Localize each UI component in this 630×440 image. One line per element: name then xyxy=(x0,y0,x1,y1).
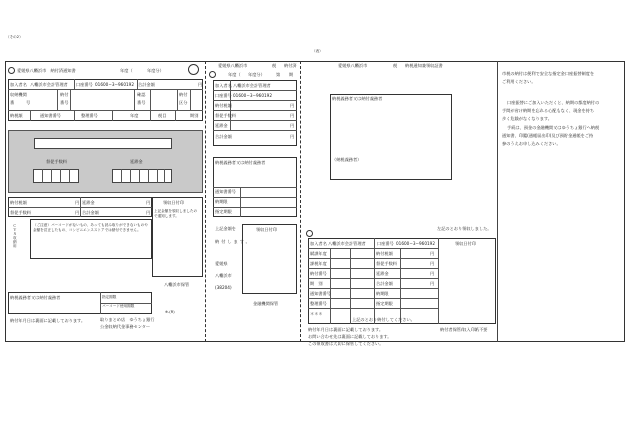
mid-bank-label: 金融機関保管 xyxy=(253,301,279,306)
right-table xyxy=(308,238,496,324)
barcode-note: （ご注意）バーコードがないもの、あっても読み取りができないものや金額を訂正したもの、コンビニエンスストアでは納付できません。 xyxy=(33,223,148,232)
row-total-unit: 円 xyxy=(146,210,151,215)
note-line-6: 手続は、預金の金融機関又はゆうちょ銀行へ納税 xyxy=(507,125,600,130)
ocr-code-box xyxy=(34,138,172,149)
pay-no-1: 納付 xyxy=(60,92,69,97)
right-note: 左記のとおり領収しました。 xyxy=(437,226,492,231)
left-stamp-label: 領収日付印 xyxy=(163,200,184,205)
mid-account-no: 01600−3−960192 xyxy=(233,93,272,98)
note-line-8: 参のうえお申し込みください。 xyxy=(502,141,561,146)
mid-term: 第 xyxy=(276,72,281,77)
row-late-unit: 円 xyxy=(146,200,151,205)
div-1: 納付 xyxy=(179,92,188,97)
mid-unit-1: 円 xyxy=(290,103,295,108)
confirm-1: 確認 xyxy=(137,92,146,97)
mid-circle-mark xyxy=(209,71,216,78)
mid-account-label: 口座番号 xyxy=(215,93,232,98)
note-line-1: ご利用ください。 xyxy=(502,79,536,84)
mid-payee-name: 八幡浜市会計管理者 xyxy=(233,83,271,88)
page-label: （その2） xyxy=(6,35,23,39)
mid-stamp-label: 領収日付印 xyxy=(256,227,277,232)
mid-subtitle1: 税 xyxy=(272,63,277,68)
right-payee-label: 加入者名 xyxy=(310,241,327,246)
right-footer2: お問い合わせ先は裏面に記載しております。 xyxy=(308,334,392,339)
note-line-3: 口座振替にご加入いただくと、納期の都度納付の xyxy=(507,100,600,105)
left-footer4: 公金収納代金事務センター xyxy=(100,324,151,329)
total-label: 合計金額 xyxy=(138,82,155,87)
mid-info-due: 納期限 xyxy=(215,199,228,204)
right-payer-label2: （納税義務者） xyxy=(332,157,362,162)
right-unit-3: 円 xyxy=(430,271,435,276)
yen: 円 xyxy=(198,82,203,87)
note-line-4: 手間が省け納期を忘れる心配もなく、現金を持ち xyxy=(502,108,595,113)
mid-subtitle2: 納付済 xyxy=(284,63,297,68)
inst-label: 収納機関 xyxy=(10,92,27,97)
note-line-7: 通知書、印鑑(通帳届出印)及び預貯金通帳をご持 xyxy=(502,133,594,138)
limit-label: 指定期限 xyxy=(102,295,117,299)
right-left-3: 納付番号 xyxy=(310,271,327,276)
right-right-4: 合計金額 xyxy=(376,281,393,286)
account-no: 01600−3−960192 xyxy=(95,82,134,87)
mid-term2: 期 xyxy=(289,72,294,77)
stamp-circle xyxy=(188,64,199,75)
right-receipt-note: 上記のとおり納付してください。 xyxy=(352,317,415,322)
mid-stamp-box xyxy=(242,224,297,294)
ocr-late-label: 延滞金 xyxy=(130,159,143,164)
row-fee: 督促手数料 xyxy=(10,210,31,215)
mid-title: 愛媛県八幡浜市 xyxy=(218,63,248,68)
row-total: 合計金額 xyxy=(82,210,99,215)
right-left-5: 通知書番号 xyxy=(310,291,331,296)
inst-label-2: 番 xyxy=(10,100,15,105)
payee-name: 八幡浜市会計管理者 xyxy=(30,82,68,87)
row-fee-unit: 円 xyxy=(75,210,80,215)
ocr-digits-1 xyxy=(33,169,79,183)
mid-city: 八幡浜市 xyxy=(215,273,232,278)
right-right-1: 納付税額 xyxy=(376,251,393,256)
mid-row-fee: 督促手数料 xyxy=(215,113,236,118)
right-payer-box xyxy=(330,94,452,180)
row-late: 延滞金 xyxy=(82,200,95,205)
mid-row-total: 合計金額 xyxy=(215,134,232,139)
right-unit-2: 円 xyxy=(430,261,435,266)
row-tax: 納付税額 xyxy=(10,200,27,205)
right-payee-name: 八幡浜市会計管理者 xyxy=(328,241,366,246)
mid-unit-2: 円 xyxy=(290,113,295,118)
right-right-2: 督促手数料 xyxy=(376,261,397,266)
mid-payee-label: 加入者名 xyxy=(215,83,232,88)
right-unit-4: 円 xyxy=(430,281,435,286)
left-office-label: 八幡浜市保管 xyxy=(164,282,190,287)
right-stamp-label: 領収日付印 xyxy=(455,241,476,246)
right-left-4: 期 別 xyxy=(310,281,323,286)
confirm-2: 番号 xyxy=(137,100,146,105)
right-footer3: この領収書は大切に保管してください。 xyxy=(308,341,384,346)
col-item: 税目 xyxy=(158,113,167,118)
col-ref: 整理番号 xyxy=(81,113,98,118)
right-account-label: 口座番号 xyxy=(377,241,394,246)
right-circle-mark xyxy=(306,230,313,237)
mid-row-tax: 納付税額 xyxy=(215,103,232,108)
left-footer1: 納付年月日は裏面に記載しております。 xyxy=(10,318,86,323)
mid-payer-label: 納税義務者又は納付義務者 xyxy=(215,160,266,165)
mid-info-limit: 指定期限 xyxy=(215,209,232,214)
perforation-2 xyxy=(300,61,301,342)
inst-label-3: 号 xyxy=(26,100,31,105)
mid-year: 年度（ xyxy=(228,72,241,77)
left-title: 愛媛県八幡浜市 納付済通知書 xyxy=(17,68,76,73)
right-unit-1: 円 xyxy=(430,251,435,256)
mid-pref: 愛媛県 xyxy=(215,261,228,266)
right-subtitle1: 税 xyxy=(393,63,398,68)
pay-no-2: 番号 xyxy=(60,100,69,105)
mid-code: (38204) xyxy=(215,285,232,290)
right-footer-right: 納付者保管/収入印紙不要 xyxy=(440,327,488,332)
col-year: 年度 xyxy=(130,113,139,118)
right-subtitle2: 納税通知兼領収証書 xyxy=(405,63,443,68)
barcode-vert: ＣＶＳ収納用 xyxy=(13,224,17,248)
back-label: （表） xyxy=(312,49,323,53)
row-tax-unit: 円 xyxy=(75,200,80,205)
ocr-fee-label: 督促手数料 xyxy=(46,159,67,164)
mid-note-1: 上記金額を xyxy=(215,226,236,231)
left-stamp-note: 上記金額を領収しましたので通知します。 xyxy=(154,209,198,218)
divider-notes xyxy=(497,61,498,342)
perforation-1 xyxy=(205,61,206,342)
div-2: 区分 xyxy=(179,100,188,105)
col-notice: 通知書番号 xyxy=(40,113,61,118)
right-left-2: 課税年度 xyxy=(310,261,327,266)
col-term: 期別 xyxy=(190,113,199,118)
mid-note-2: 納付します。 xyxy=(215,239,252,244)
left-year-label: 年度（ xyxy=(120,68,133,73)
note-line-0: 市税の納付は便利で安全な指定金口座振替制度を xyxy=(502,71,595,76)
right-footer1: 納付年月日は裏面に記載しております。 xyxy=(308,327,384,332)
mid-row-late: 延滞金 xyxy=(215,123,228,128)
left-footer2: 取りまとめ店 ゆうちょ銀行 xyxy=(100,317,155,322)
note-line-5: 歩く危険がなくなります。 xyxy=(502,116,552,121)
right-payer-label: 納税義務者又は納付義務者 xyxy=(332,96,383,101)
mid-unit-4: 円 xyxy=(290,134,295,139)
right-left-1: 賦課年度 xyxy=(310,251,327,256)
payer-label: 納税義務者又は納付義務者 xyxy=(10,295,61,300)
circle-mark xyxy=(8,67,15,74)
right-right-5: 納期限 xyxy=(376,291,389,296)
right-title: 愛媛県八幡浜市 xyxy=(338,63,368,68)
mid-info-notice: 通知書番号 xyxy=(215,189,236,194)
left-ref: ※-(R) xyxy=(165,310,175,314)
mid-year2: 年度分） xyxy=(248,72,265,77)
col-tax: 納税額 xyxy=(10,113,23,118)
payee-label: 加入者名 xyxy=(10,82,27,87)
mid-unit-3: 円 xyxy=(290,123,295,128)
right-right-3: 延滞金 xyxy=(376,271,389,276)
right-left-7: ＊＊＊ xyxy=(310,311,323,316)
account-label: 口座番号 xyxy=(76,82,93,87)
left-year-label2: 年度分） xyxy=(147,68,164,73)
right-left-6: 整理番号 xyxy=(310,301,327,306)
right-right-6: 指定期限 xyxy=(376,301,393,306)
right-account-no: 01600−3−960192 xyxy=(396,241,435,246)
limit-label2: バーコード使用期限 xyxy=(102,304,135,308)
